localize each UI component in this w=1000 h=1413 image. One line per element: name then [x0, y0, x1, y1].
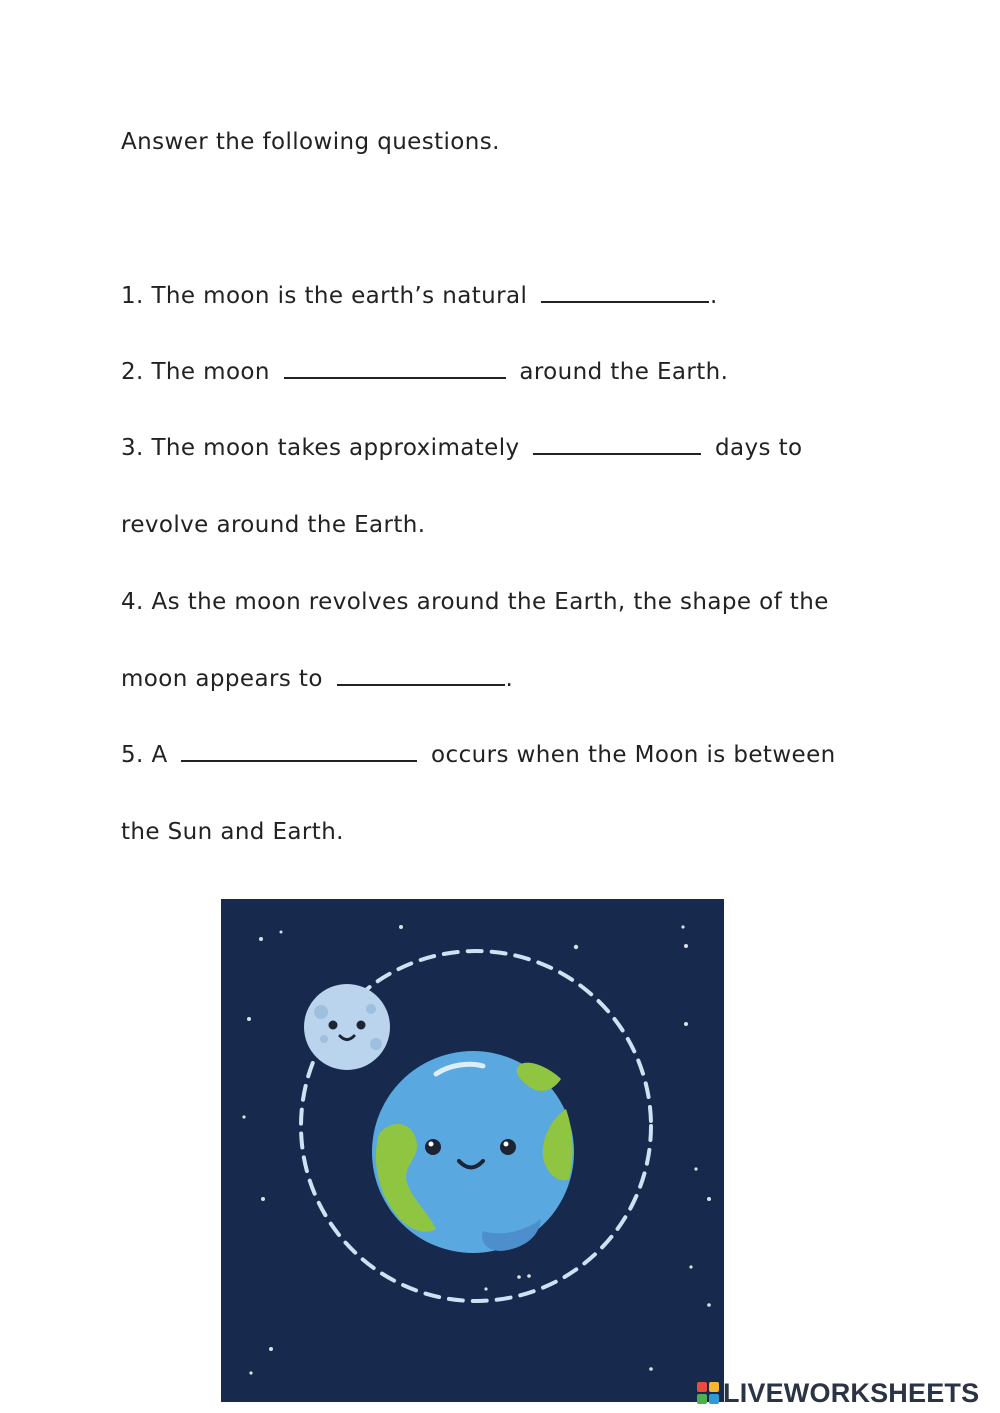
- question-number: 1.: [121, 283, 144, 309]
- question-3: [121, 433, 802, 463]
- question-number: 3.: [121, 435, 144, 461]
- question-text: As the moon revolves around the Earth, the shape of the: [151, 589, 829, 615]
- question-text-end: around the Earth.: [519, 359, 729, 385]
- question-text: The moon is the earth’s natural: [151, 283, 528, 309]
- question-2: [121, 357, 728, 387]
- answer-blank-4[interactable]: [337, 664, 505, 686]
- earth: [372, 1051, 574, 1253]
- answer-blank-1[interactable]: [541, 281, 709, 303]
- question-text: The moon: [151, 359, 270, 385]
- question-text-end: .: [709, 283, 718, 309]
- logo-mark-icon: [697, 1382, 719, 1404]
- answer-blank-3[interactable]: [533, 433, 701, 455]
- question-text: moon appears to: [121, 666, 323, 692]
- question-4-continuation: [121, 664, 513, 694]
- answer-blank-2[interactable]: [284, 357, 506, 379]
- instruction-text: Answer the following questions.: [121, 129, 500, 155]
- liveworksheets-logo: [697, 1375, 997, 1411]
- question-1: [121, 281, 718, 311]
- question-number: 4.: [121, 589, 144, 615]
- question-5-continuation: the Sun and Earth.: [121, 819, 344, 845]
- question-text-end: days to: [714, 435, 803, 461]
- moon-earth-illustration: [221, 899, 724, 1402]
- question-text-end: .: [505, 666, 514, 692]
- moon: [304, 984, 390, 1070]
- question-3-continuation: revolve around the Earth.: [121, 512, 426, 538]
- answer-blank-5[interactable]: [181, 740, 417, 762]
- question-text: A: [151, 742, 168, 768]
- question-5: [121, 740, 836, 770]
- question-number: 5.: [121, 742, 144, 768]
- logo-text: LIVEWORKSHEETS: [723, 1377, 980, 1408]
- question-text-end: occurs when the Moon is between: [431, 742, 836, 768]
- question-number: 2.: [121, 359, 144, 385]
- question-4: [121, 587, 829, 617]
- question-text: The moon takes approximately: [151, 435, 520, 461]
